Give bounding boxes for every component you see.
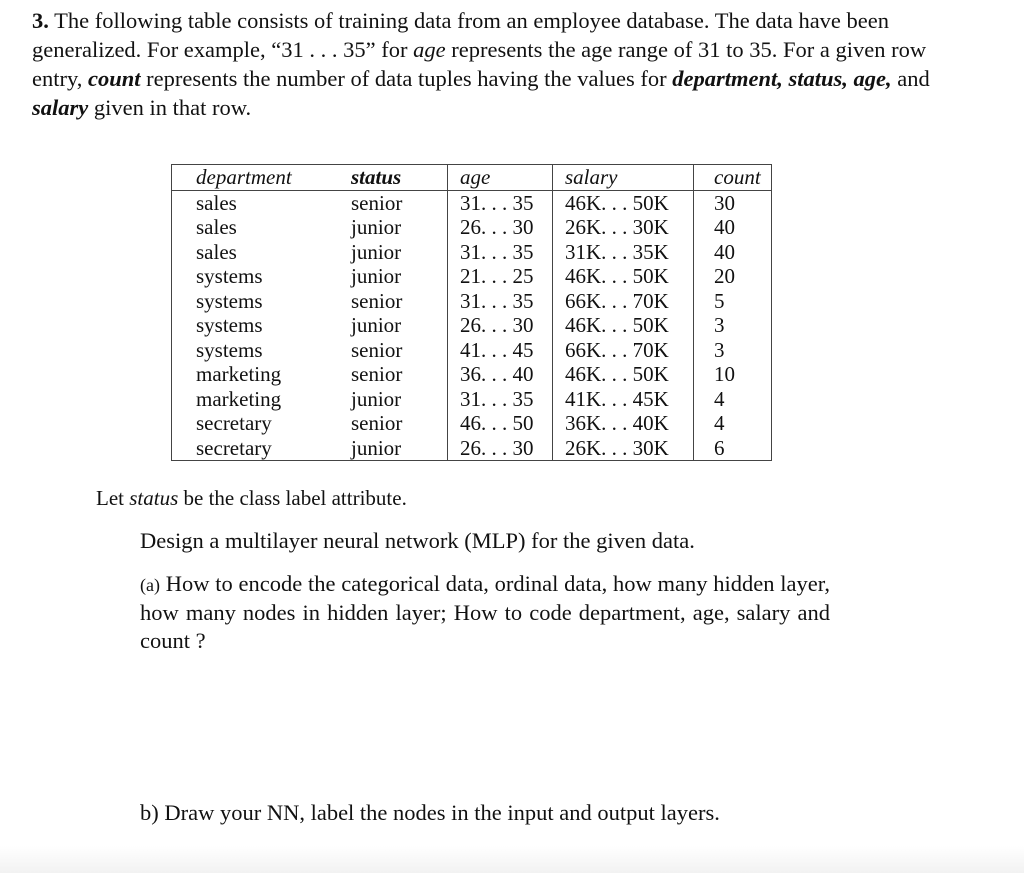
cell-status: junior: [351, 215, 402, 239]
class-label-text-2: be the class label attribute.: [178, 486, 407, 510]
cell-count: 3: [714, 337, 725, 362]
cell-salary: 26K. . . 30K: [553, 215, 694, 240]
cell-status: senior: [351, 337, 403, 362]
cell-age: 31. . . 35: [448, 289, 553, 314]
class-label-text-1: Let: [96, 486, 130, 510]
cell-status: junior: [351, 313, 402, 337]
cell-salary: 36K. . . 40K: [553, 411, 694, 436]
cell-count: 4: [714, 411, 725, 435]
cell-count: 30: [714, 190, 735, 215]
cell-salary: 41K. . . 45K: [553, 387, 694, 412]
cell-age: 31. . . 35: [448, 387, 553, 412]
cell-age: 46. . . 50: [448, 411, 553, 436]
cell-age: 26. . . 30: [448, 436, 553, 461]
cell-status: junior: [351, 386, 402, 411]
cell-department: sales: [196, 215, 237, 239]
cell-salary: 46K. . . 50K: [553, 190, 694, 215]
header-department: department: [172, 165, 328, 191]
question-term-salary: salary: [32, 95, 89, 120]
class-label-term-status: status: [129, 486, 179, 510]
cell-status: senior: [351, 411, 403, 435]
cell-count: 40: [714, 215, 735, 239]
part-a-question: [140, 570, 830, 655]
cell-status: junior: [351, 239, 402, 264]
part-a-text: How to encode the categorical data, ordinal data, how many hidden layer, how many nodes in hidden layer; How to code department, age, salary and count ?: [140, 571, 830, 653]
cell-department: sales: [196, 239, 237, 264]
header-count: count: [694, 165, 772, 191]
table-row: [172, 289, 772, 314]
cell-department: systems: [196, 313, 263, 337]
table-row: [172, 436, 772, 461]
cell-count: 5: [714, 288, 725, 313]
question-text-part-4: and: [891, 66, 930, 91]
cell-age: 41. . . 45: [448, 338, 553, 363]
cell-status: senior: [351, 362, 403, 386]
table-row: [172, 338, 772, 363]
cell-salary: 66K. . . 70K: [553, 289, 694, 314]
table-row: [172, 190, 772, 215]
question-term-attributes: department, status, age,: [672, 66, 892, 91]
cell-age: 36. . . 40: [448, 362, 553, 387]
table-header-row: [172, 165, 772, 191]
part-a-tag: (a): [140, 575, 160, 595]
table-row: [172, 411, 772, 436]
cell-age: 21. . . 25: [448, 264, 553, 289]
part-b-question: b) Draw your NN, label the nodes in the input and output layers.: [140, 800, 720, 825]
cell-salary: 46K. . . 50K: [553, 264, 694, 289]
cell-age: 31. . . 35: [448, 190, 553, 215]
question-term-count: count: [88, 66, 141, 91]
question-text-part-1: The following table consists of training data from an employee database. The data have been generalized. For example, “31 . . . 35” for: [32, 8, 890, 62]
cell-age: 31. . . 35: [448, 240, 553, 265]
cell-department: secretary: [196, 411, 272, 435]
cell-salary: 66K. . . 70K: [553, 338, 694, 363]
cell-age: 26. . . 30: [448, 215, 553, 240]
question-text-part-5: given in that row.: [88, 95, 252, 120]
table-row: [172, 240, 772, 265]
cell-department: sales: [196, 190, 237, 215]
page-bottom-edge: [0, 846, 1024, 873]
cell-count: 3: [714, 313, 725, 337]
cell-status: junior: [351, 264, 402, 288]
cell-department: systems: [196, 337, 263, 362]
question-number: 3.: [32, 8, 49, 33]
table-row: [172, 215, 772, 240]
question-text-part-2: represents the age range of 31 to 35. For a given row entry,: [32, 37, 927, 91]
design-instruction: Design a multilayer neural network (MLP) for the given data.: [140, 528, 695, 553]
table-row: [172, 313, 772, 338]
cell-status: senior: [351, 288, 403, 313]
training-data-table: [171, 164, 772, 461]
question-text: [32, 6, 972, 122]
cell-salary: 46K. . . 50K: [553, 313, 694, 338]
cell-department: systems: [196, 264, 263, 288]
cell-salary: 26K. . . 30K: [553, 436, 694, 461]
class-label-statement: [96, 486, 407, 511]
cell-status: junior: [351, 435, 402, 460]
cell-count: 4: [714, 386, 725, 411]
cell-salary: 46K. . . 50K: [553, 362, 694, 387]
cell-department: systems: [196, 288, 263, 313]
cell-count: 20: [714, 264, 735, 288]
cell-count: 40: [714, 239, 735, 264]
cell-department: marketing: [196, 362, 282, 386]
table-row: [172, 264, 772, 289]
question-term-age: age: [413, 37, 446, 62]
cell-count: 10: [714, 362, 735, 386]
table-row: [172, 387, 772, 412]
cell-age: 26. . . 30: [448, 313, 553, 338]
cell-department: marketing: [196, 386, 282, 411]
cell-status: senior: [351, 190, 403, 215]
question-text-part-3: represents the number of data tuples having the values for: [140, 66, 673, 91]
header-status: status: [327, 165, 448, 191]
cell-salary: 31K. . . 35K: [553, 240, 694, 265]
table-row: [172, 362, 772, 387]
cell-count: 6: [714, 435, 725, 460]
cell-department: secretary: [196, 435, 272, 460]
header-age: age: [448, 165, 553, 191]
header-salary: salary: [553, 165, 694, 191]
